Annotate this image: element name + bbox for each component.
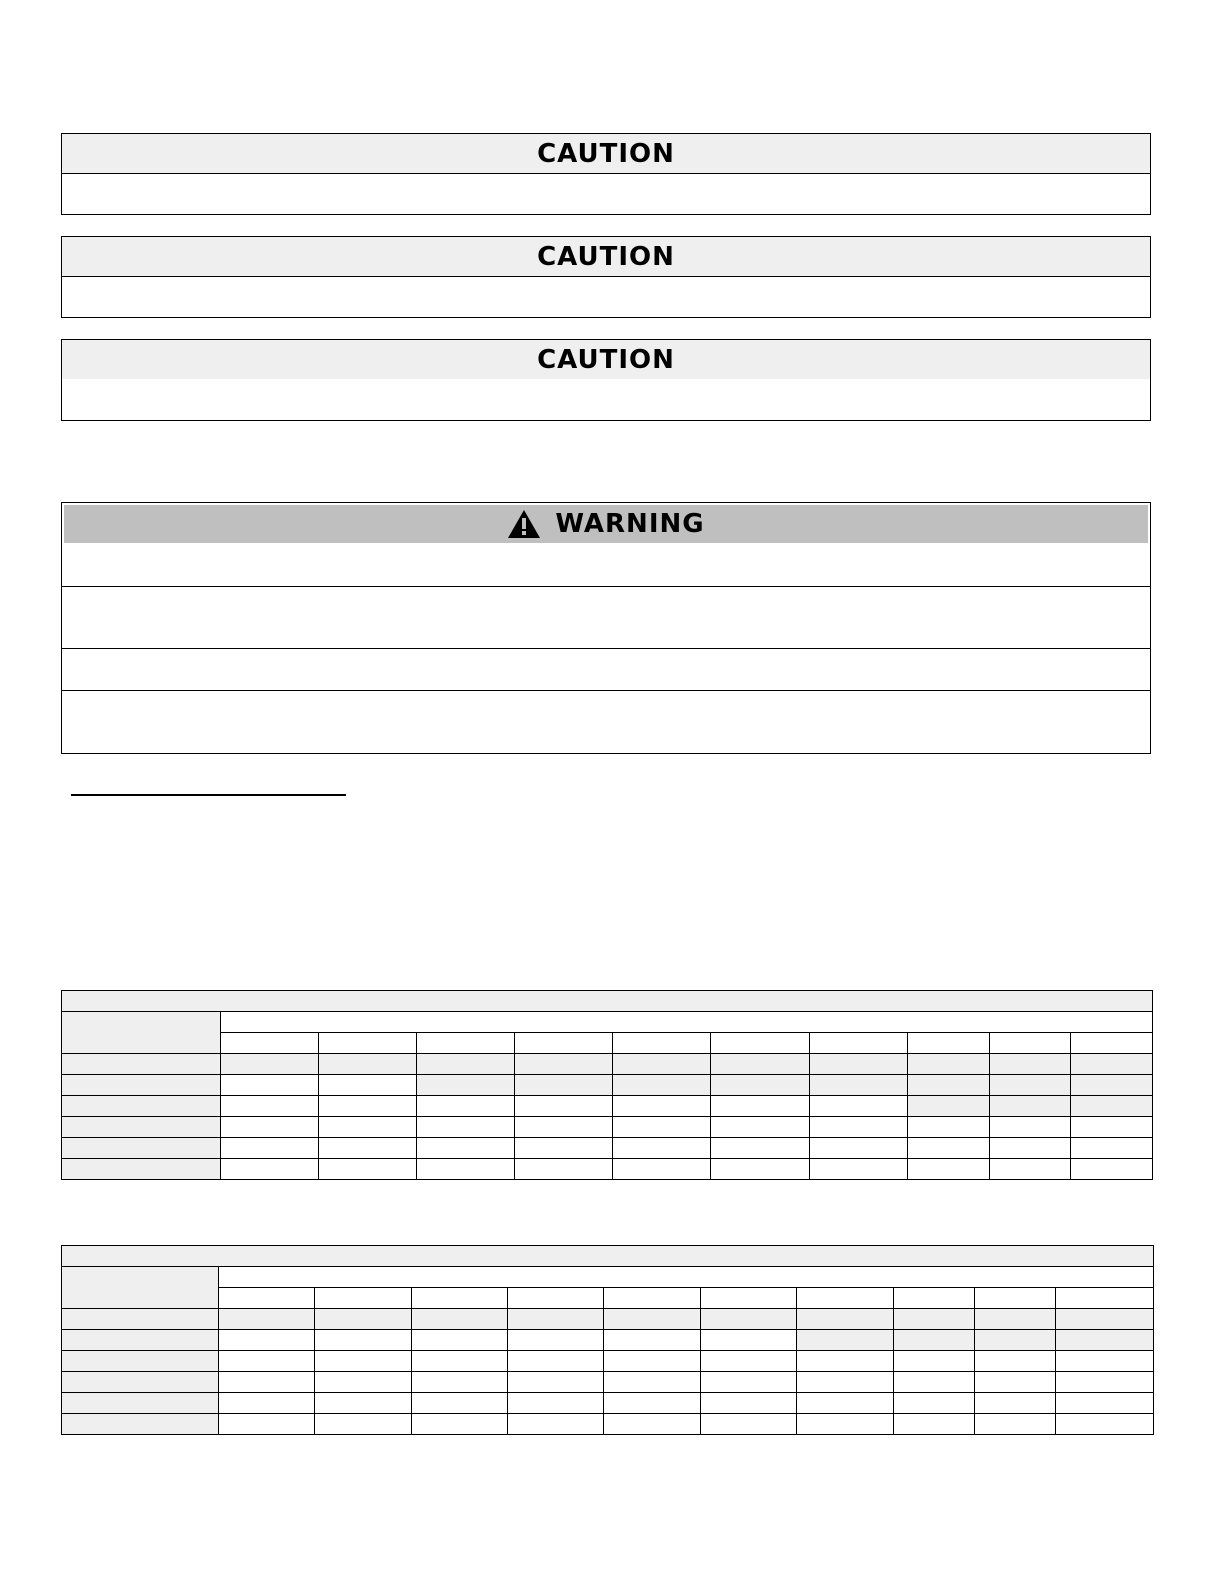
warning-label: WARNING: [555, 509, 705, 539]
table-row: [62, 1414, 1154, 1435]
caution-header: CAUTION: [62, 340, 1150, 379]
table-row: [62, 1372, 1154, 1393]
caution-header: CAUTION: [62, 237, 1150, 277]
warning-triangle-icon: [507, 509, 541, 539]
table-1: [61, 990, 1153, 1180]
warning-box: [61, 502, 1151, 754]
table-subheader-row: [62, 1288, 1154, 1309]
warning-row-3: [62, 648, 1150, 690]
caution-body: [62, 277, 1150, 318]
table-row: [62, 1138, 1153, 1159]
table-row: [62, 1309, 1154, 1330]
table-subheader-row: [62, 1033, 1153, 1054]
table-row: [62, 1117, 1153, 1138]
caution-body: [62, 174, 1150, 215]
warning-header: [64, 505, 1148, 543]
warning-row-4: [62, 690, 1150, 751]
table-row: [62, 1159, 1153, 1180]
table-title-row: [62, 1246, 1154, 1267]
caution-box-2: [61, 236, 1151, 318]
table-row: [62, 1054, 1153, 1075]
table-row: [62, 1096, 1153, 1117]
table-row: [62, 1393, 1154, 1414]
table-row: [62, 1351, 1154, 1372]
warning-row-2: [62, 586, 1150, 648]
table-row: [62, 1075, 1153, 1096]
caution-box-3: [61, 339, 1151, 421]
table-header-row: [62, 1267, 1154, 1288]
caution-body: [62, 379, 1150, 420]
caution-box-1: [61, 133, 1151, 215]
table-row: [62, 1330, 1154, 1351]
table-2: [61, 1245, 1154, 1435]
table-title-row: [62, 991, 1153, 1012]
section-heading-underline: [71, 794, 346, 796]
table-header-row: [62, 1012, 1153, 1033]
caution-header: CAUTION: [62, 134, 1150, 174]
warning-row-1: [62, 543, 1150, 586]
